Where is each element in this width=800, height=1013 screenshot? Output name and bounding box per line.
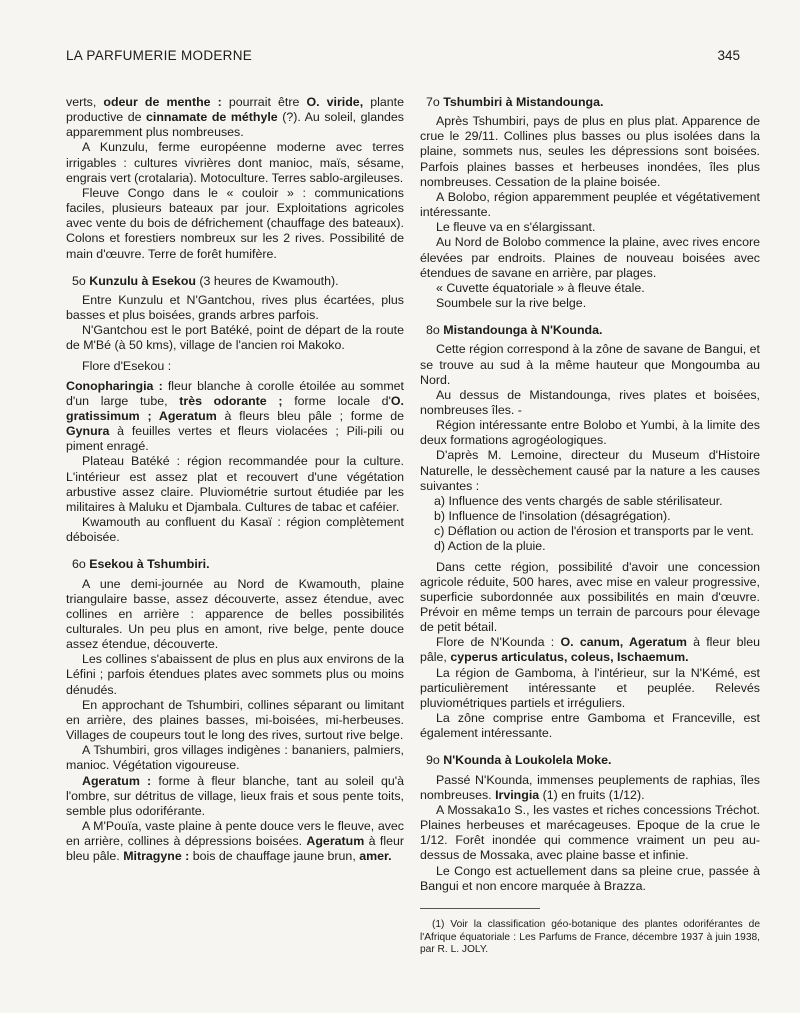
- section-heading-7: 7o Tshumbiri à Mistandounga.: [426, 95, 604, 109]
- paragraph: Entre Kunzulu et N'Gantchou, rives plus écartées, plus basses et plus boisées, grands arbres parfois.: [66, 292, 404, 323]
- paragraph: Le fleuve va en s'élargissant.: [436, 220, 596, 235]
- running-header: [66, 48, 740, 68]
- journal-title: LA PARFUMERIE MODERNE: [66, 48, 253, 63]
- right-column: [420, 95, 760, 957]
- paragraph: La région de Gamboma, à l'intérieur, sur la N'Kémé, est particulièrement intéressante et peuplée. Relevés pluviométriques partiels et irréguliers.: [420, 665, 760, 710]
- paragraph: Conopharingia : fleur blanche à corolle étoilée au sommet d'un large tube, très odorante ; forme locale d'O. gratissimum ; Ageratum à fleurs bleu pâle ; forme de Gynura à feuilles vertes et fleurs violacées ; Pili-pili ou piment enragé.: [66, 378, 405, 454]
- paragraph: Au Nord de Bolobo commence la plaine, avec rives encore élevées par endroits. Plaines de nouveau boisées avec étendues de savane en arrière, par plages.: [420, 235, 760, 280]
- list-item: c) Déflation ou action de l'érosion et transports par le vent.: [434, 524, 754, 539]
- section-heading-8: 8o Mistandounga à N'Kounda.: [426, 323, 603, 338]
- paragraph: Après Tshumbiri, pays de plus en plus plat. Apparence de crue le 29/11. Collines plus basses ou plus isolées dans la plaine, sommets nus, seules les dépressions sont boisées. Parfois plaines basses et herbeuses inondées, îles plus nombreuses. Cessation de la plaine boisée.: [420, 114, 760, 189]
- paragraph: Au dessus de Mistandounga, rives plates et boisées, nombreuses îles. -: [420, 387, 760, 417]
- paragraph: Dans cette région, possibilité d'avoir une concession agricole réduite, 500 hares, avec mise en valeur progressive, superficie subordonnée aux possibilités en main d'œuvre. Prévoir en même temps un terrain de parcours pour élevage de petit bétail.: [420, 559, 760, 635]
- paragraph: Plateau Batéké : région recommandée pour la culture. L'intérieur est assez plat et recouvert d'une végétation arbustive assez claire. Pluviométrie surtout étudiée par les militaires à Maluku et Djambala. Cultures de tabac et caféier.: [66, 454, 404, 514]
- paragraph: A une demi-journée au Nord de Kwamouth, plaine triangulaire basse, assez découverte, assez étendue, avec collines en arrière : apparence de belles possibilités culturales. Un peu plus en amont, rive belge, pente douce assez étendue, découverte.: [66, 576, 404, 652]
- paragraph: Flore de N'Kounda : O. canum, Ageratum à fleur bleu pâle, cyperus articulatus, coleus, Ischaemum.: [420, 635, 761, 665]
- paragraph: En approchant de Tshumbiri, collines séparant ou limitant en arrière, des plaines basses, mi-boisées, mi-herbeuses. Villages de coupeurs tout le long des rives, surtout rive belge.: [66, 697, 404, 743]
- paragraph: A Kunzulu, ferme européenne moderne avec terres irrigables : cultures vivrières dont manioc, maïs, sésame, engrais vert (crotalaria). Motoculture. Terres sablo-argileuses.: [66, 140, 404, 185]
- page-number: 345: [717, 48, 740, 63]
- paragraph: A M'Pouïa, vaste plaine à pente douce vers le fleuve, avec en arrière, collines à dépressions boisées. Ageratum à fleur bleu pâle. Mitragyne : bois de chauffage jaune brun, amer.: [66, 819, 404, 864]
- footnote-rule: [420, 908, 540, 915]
- paragraph: Région intéressante entre Bolobo et Yumbi, à la limite des deux formations agrogéologiques.: [420, 418, 760, 448]
- list-item: d) Action de la pluie.: [434, 539, 546, 554]
- paragraph: Soumbele sur la rive belge.: [436, 296, 587, 311]
- list-item: b) Influence de l'insolation (désagrégation).: [434, 509, 671, 524]
- paragraph: Flore d'Esekou :: [82, 358, 172, 373]
- paragraph: Kwamouth au confluent du Kasaï : région complètement déboisée.: [66, 515, 404, 545]
- paragraph: La zône comprise entre Gamboma et Franceville, est également intéressante.: [420, 711, 760, 741]
- paragraph: N'Gantchou est le port Batéké, point de départ de la route de M'Bé (à 50 kms), village de l'ancien roi Makoko.: [66, 323, 404, 353]
- paragraph: Cette région correspond à la zône de savane de Bangui, et se trouve au sud à la même hauteur que Mongoumba au Nord.: [420, 342, 760, 387]
- paragraph: D'après M. Lemoine, directeur du Museum d'Histoire Naturelle, le dessèchement causé par la nature a les causes suivantes :: [420, 448, 760, 493]
- section-heading-9: 9o N'Kounda à Loukolela Moke.: [426, 753, 612, 768]
- paragraph: verts, odeur de menthe : pourrait être O. viride, plante productive de cinnamate de méthyle (?). Au soleil, glandes apparemment plus nombreuses.: [66, 95, 404, 140]
- paragraph: A Bolobo, région apparemment peuplée et végétativement intéressante.: [420, 189, 760, 220]
- list-item: a) Influence des vents chargés de sable stérilisateur.: [434, 493, 723, 508]
- section-heading-5: 5o Kunzulu à Esekou (3 heures de Kwamouth).: [72, 273, 339, 288]
- paragraph: Passé N'Kounda, immenses peuplements de raphias, îles nombreuses. Irvingia (1) en fruits (1/12).: [420, 772, 760, 802]
- paragraph: Le Congo est actuellement dans sa pleine crue, passée à Bangui et non encore marquée à Brazza.: [420, 863, 760, 893]
- paragraph: Fleuve Congo dans le « couloir » : communications faciles, plusieurs bateaux par jour. Exploitations agricoles avec vente du bois de défrichement (chauffage des bateaux). Colons et forestiers nombreux sur les 2 rives. Possibilité de main d'œuvre. Terre de forêt humifère.: [66, 185, 404, 261]
- paragraph: « Cuvette équatoriale » à fleuve étale.: [436, 280, 645, 295]
- left-column: [66, 95, 404, 865]
- paragraph: A Tshumbiri, gros villages indigènes : bananiers, palmiers, manioc. Végétation vigoureuse.: [66, 743, 404, 773]
- paragraph: A Mossaka1o S., les vastes et riches concessions Tréchot. Plaines herbeuses et marécageuses. Epoque de la crue le 1/12. Forêt inondée qui commence vraiment un peu au-dessus de Mossaka, avec plaine basse et infinie.: [420, 802, 760, 863]
- footnote: (1) Voir la classification géo-botanique des plantes odoriférantes de l'Afrique équatoriale : Les Parfums de France, décembre 1937 à juin 1938, par R. L. JOLY.: [420, 918, 760, 956]
- paragraph: Les collines s'abaissent de plus en plus aux environs de la Léfini ; parfois étendues plates avec sommets plus ou moins dénudés.: [66, 652, 404, 697]
- paragraph: Ageratum : forme à fleur blanche, tant au soleil qu'à l'ombre, sur détritus de village, lieux frais et sous pente toits, semble plus odoriférante.: [66, 773, 405, 818]
- section-heading-6: 6o Esekou à Tshumbiri.: [72, 557, 210, 572]
